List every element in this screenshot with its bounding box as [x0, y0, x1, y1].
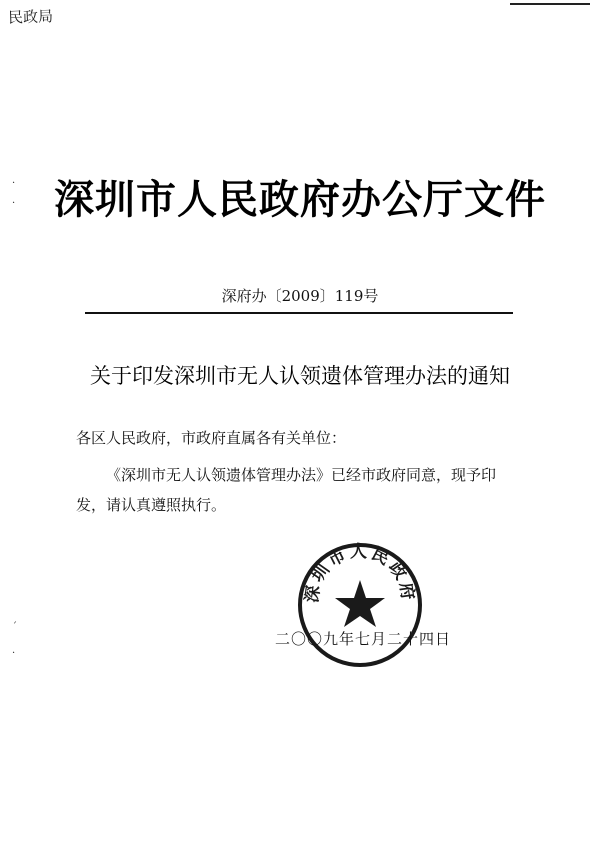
body-paragraph: 《深圳市无人认领遗体管理办法》已经市政府同意，现予印发，请认真遵照执行。 [76, 466, 497, 514]
scan-mark [510, 3, 590, 5]
subject-title: 关于印发深圳市无人认领遗体管理办法的通知 [90, 364, 510, 388]
seal-star-icon [335, 580, 385, 627]
addressee: 各区人民政府，市政府直属各有关单位： [76, 429, 347, 447]
seal-text: 深圳市人民政府 [302, 542, 418, 604]
scan-speck: · [12, 178, 16, 189]
scan-speck: · [12, 648, 16, 659]
scan-speck: ˊ [12, 622, 17, 633]
document-number: 深府办〔2009〕119号 [221, 287, 379, 305]
issue-date: 二〇〇九年七月二十四日 [275, 630, 452, 648]
handwritten-note: 民政局 [7, 7, 54, 27]
official-seal [295, 540, 425, 670]
header-title: 深圳市人民政府办公厅文件 [54, 177, 546, 223]
scan-speck: · [12, 198, 16, 209]
header-rule [85, 312, 513, 314]
